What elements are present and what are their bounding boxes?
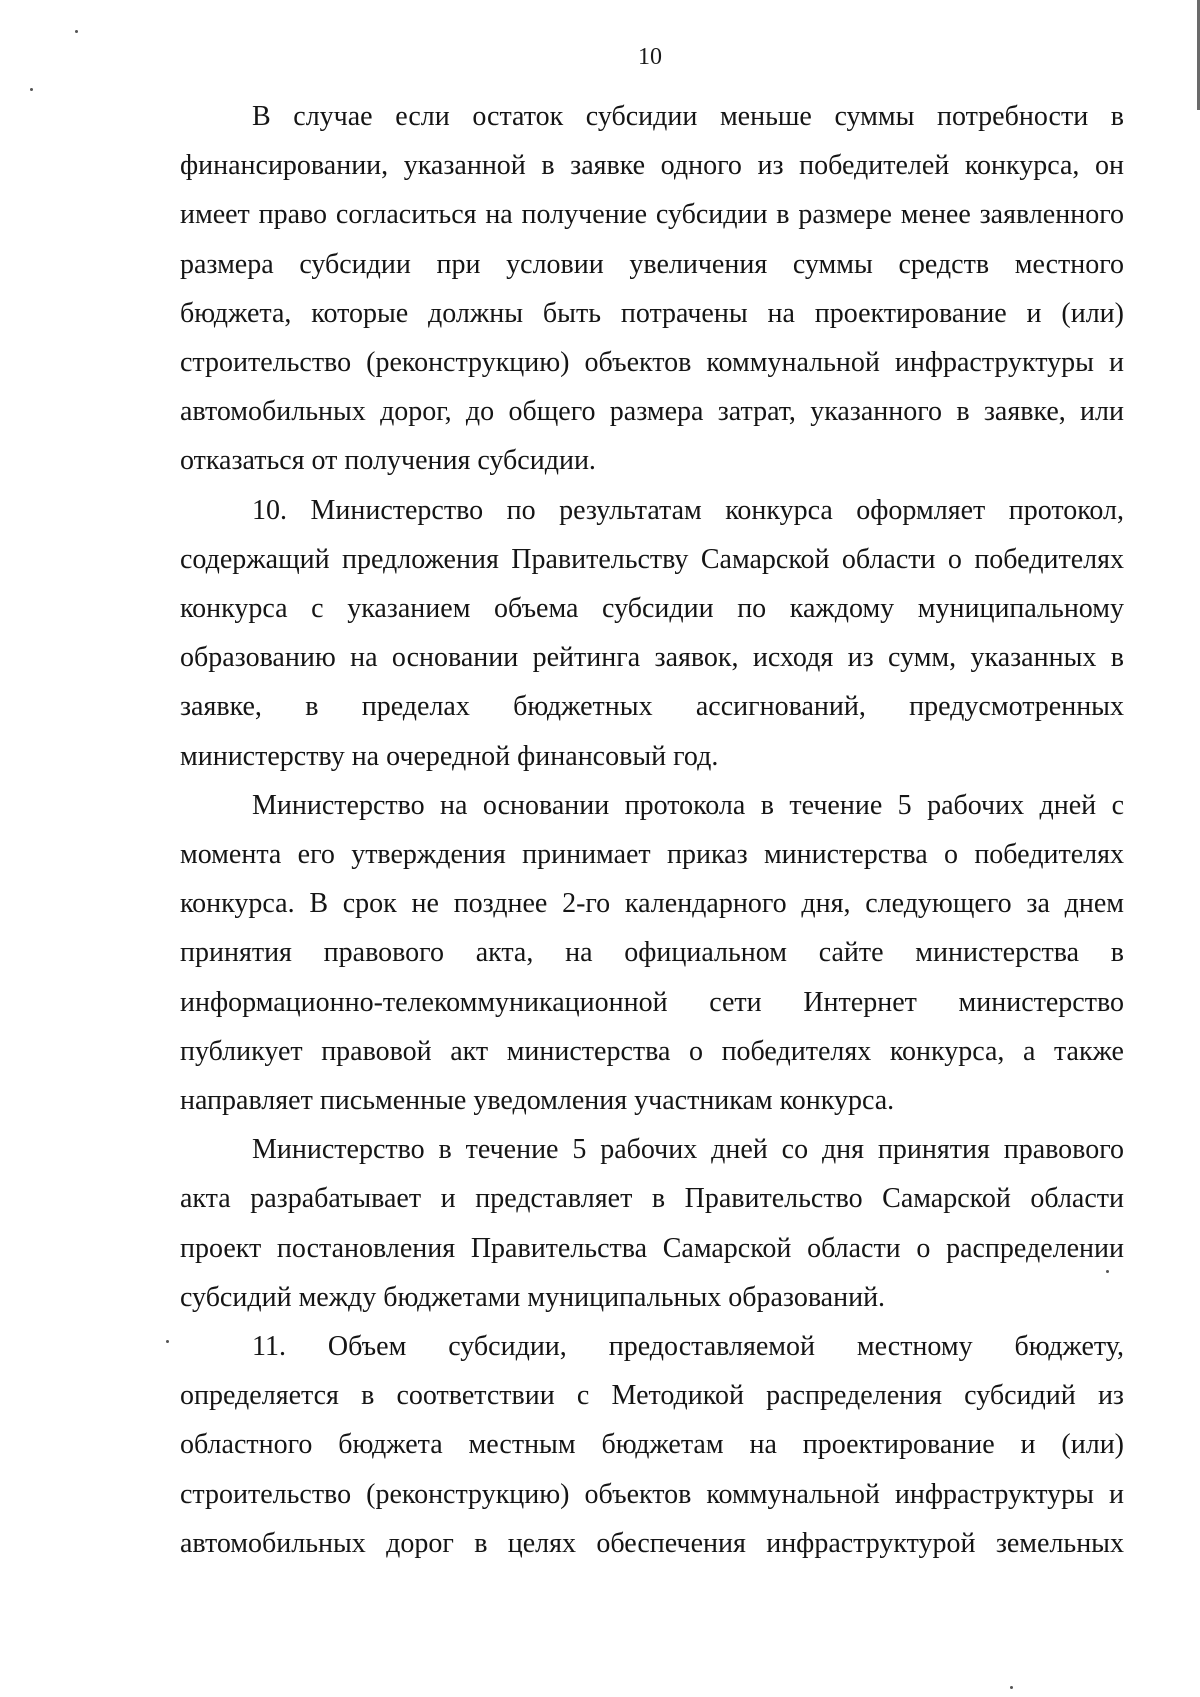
- text-line: Министерство на основании протокола в течение 5 рабочих дней с: [252, 789, 1124, 821]
- paragraph: [180, 781, 1124, 1125]
- text-line: министерству на очередной финансовый год.: [180, 740, 719, 772]
- text-line: проект постановления Правительства Самарской области о распределении: [180, 1232, 1124, 1264]
- text-line: 11. Объем субсидии, предоставляемой местному бюджету,: [252, 1331, 1124, 1363]
- text-line: акта разрабатывает и представляет в Правительство Самарской области: [180, 1183, 1124, 1215]
- text-line: конкурса с указанием объема субсидии по каждому муниципальному: [180, 593, 1124, 625]
- text-line: финансировании, указанной в заявке одного из победителей конкурса, он: [180, 150, 1124, 182]
- text-line: строительство (реконструкцию) объектов коммунальной инфраструктуры и: [180, 347, 1124, 379]
- text-line: направляет письменные уведомления участникам конкурса.: [180, 1085, 895, 1117]
- scan-speck: [166, 1340, 169, 1343]
- text-line: областного бюджета местным бюджетам на проектирование и (или): [180, 1429, 1124, 1461]
- paragraph: [180, 486, 1124, 781]
- text-line: бюджета, которые должны быть потрачены на проектирование и (или): [180, 297, 1124, 329]
- scan-speck: [75, 30, 78, 33]
- text-line: содержащий предложения Правительству Самарской области о победителях: [180, 543, 1124, 575]
- text-line: информационно-телекоммуникационной сети Интернет министерство: [180, 986, 1124, 1018]
- text-line: определяется в соответствии с Методикой распределения субсидий из: [180, 1380, 1124, 1412]
- document-body: [180, 92, 1124, 1568]
- text-line: заявке, в пределах бюджетных ассигнований, предусмотренных: [180, 691, 1124, 723]
- text-line: образованию на основании рейтинга заявок, исходя из сумм, указанных в: [180, 642, 1124, 674]
- text-line: принятия правового акта, на официальном сайте министерства в: [180, 937, 1124, 969]
- scan-speck: [1106, 1270, 1109, 1273]
- text-line: момента его утверждения принимает приказ министерства о победителях: [180, 839, 1124, 871]
- text-line: автомобильных дорог в целях обеспечения инфраструктурой земельных: [180, 1527, 1124, 1559]
- text-line: публикует правовой акт министерства о победителях конкурса, а также: [180, 1035, 1124, 1067]
- scan-speck: [30, 88, 33, 91]
- text-line: субсидий между бюджетами муниципальных образований.: [180, 1281, 886, 1313]
- text-line: строительство (реконструкцию) объектов коммунальной инфраструктуры и: [180, 1478, 1124, 1510]
- text-line: автомобильных дорог, до общего размера затрат, указанного в заявке, или: [180, 396, 1124, 428]
- paragraph: [180, 1322, 1124, 1568]
- text-line: 10. Министерство по результатам конкурса оформляет протокол,: [252, 494, 1124, 526]
- scan-speck: [1010, 1686, 1013, 1689]
- text-line: конкурса. В срок не позднее 2-го календарного дня, следующего за днем: [180, 888, 1124, 920]
- page-number: 10: [638, 44, 662, 70]
- text-line: имеет право согласиться на получение субсидии в размере менее заявленного: [180, 199, 1124, 231]
- text-line: В случае если остаток субсидии меньше суммы потребности в: [252, 101, 1124, 132]
- text-line: Министерство в течение 5 рабочих дней со дня принятия правового: [252, 1134, 1124, 1166]
- text-line: отказаться от получения субсидии.: [180, 445, 596, 477]
- paragraph: [180, 92, 1124, 486]
- text-line: размера субсидии при условии увеличения суммы средств местного: [180, 248, 1124, 280]
- paragraph: [180, 1125, 1124, 1322]
